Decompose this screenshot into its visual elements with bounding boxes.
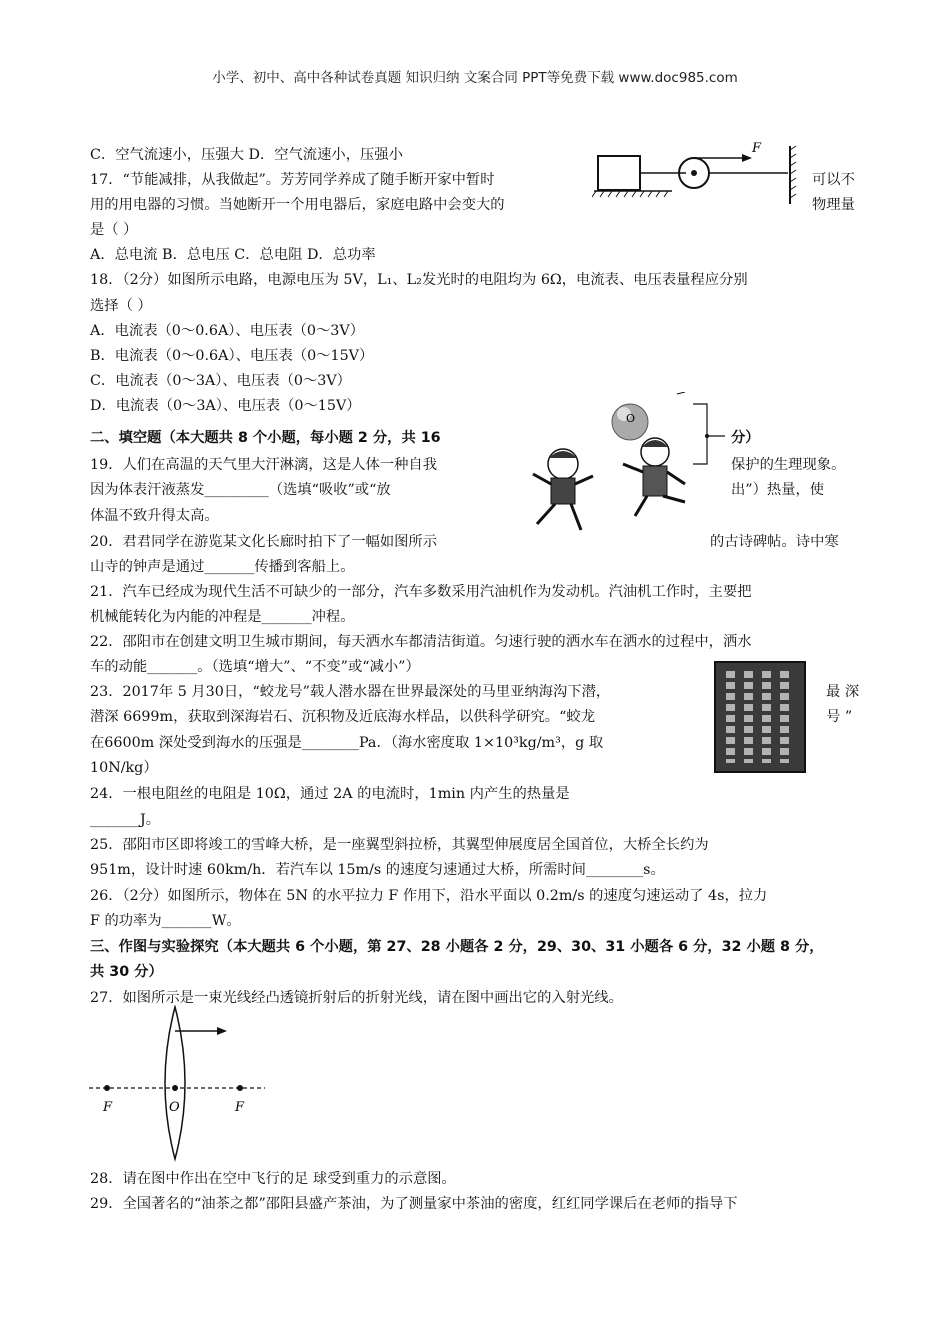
ground-hatch (592, 191, 668, 197)
bracket (693, 404, 707, 464)
convex-lens (165, 1007, 185, 1159)
q26-line2: F 的功率为_______W。 (90, 913, 241, 929)
section3-line2: 共 30 分） (90, 964, 163, 980)
q23-line1: 23．2017年 5 月30日，“蛟龙号”载人潜水器在世界最深处的马里亚纳海沟下潜， (90, 684, 611, 700)
mark (677, 392, 685, 394)
q17-line1-right: 可以不 (812, 172, 855, 188)
force-label: F (752, 141, 762, 156)
force-arrowhead (742, 154, 752, 162)
q19-line2: 因为体表汗液蒸发_________（选填“吸收”或“放 (90, 482, 391, 498)
q25-line2: 951m，设计时速 60km/h．若汽车以 15m/s 的速度匀速通过大桥，所需时间________s。 (90, 862, 665, 878)
focal-label-right: F (235, 1100, 245, 1115)
stele-column (780, 671, 789, 763)
q22-line2: 车的动能_______。（选填“增大”、“不变”或“减小”） (90, 659, 420, 675)
focal-point-left (104, 1085, 110, 1091)
left-kid-body (551, 478, 575, 504)
q18-option-a: A．电流表（0～0.6A）、电压表（0～3V） (90, 323, 365, 339)
q17-line2-right: 物理量 (812, 197, 855, 213)
q16-options: C．空气流速小，压强大 D．空气流速小，压强小 (90, 147, 403, 163)
poem-stele-image (714, 661, 806, 773)
q19-line1: 19．人们在高温的天气里大汗淋漓，这是人体一种自我 (90, 457, 438, 473)
q23-line2: 潜深 6699m，获取到深海岩石、沉积物及近底海水样品，以供科学研究。“蛟龙 (90, 709, 595, 725)
q22-line1: 22．邵阳市在创建文明卫生城市期间，每天洒水车都清洁街道。匀速行驶的洒水车在洒水的过程中，洒水 (90, 634, 752, 650)
q25-line1: 25．邵阳市区即将竣工的雪峰大桥，是一座翼型斜拉桥，其翼型伸展度居全国首位，大桥全长约为 (90, 837, 709, 853)
q27-line1: 27．如图所示是一束光线经凸透镜折射后的折射光线，请在图中画出它的入射光线。 (90, 990, 623, 1006)
block (598, 156, 640, 190)
q18-line1: 18．（2分）如图所示电路，电源电压为 5V，L₁、L₂发光时的电阻均为 6Ω，电流表、电压表量程应分别 (90, 272, 748, 288)
q20-line1: 20．君君同学在游览某文化长廊时拍下了一幅如图所示 (90, 534, 438, 550)
q17-options: A．总电流 B．总电压 C．总电阻 D．总功率 (90, 247, 376, 263)
q19-line3: 体温不致升得太高。 (90, 508, 219, 524)
q17-line3: 是（ ） (90, 222, 138, 238)
stele-column (744, 671, 753, 763)
ray-arrowhead (217, 1027, 227, 1035)
stele-column (762, 671, 771, 763)
page-header: 小学、初中、高中各种试卷真题 知识归纳 文案合同 PPT等免费下载 www.doc985.com (212, 70, 738, 86)
q18-option-d: D．电流表（0～3A）、电压表（0～15V） (90, 398, 361, 414)
q24-line2: _______J。 (90, 812, 161, 828)
q17-line2: 用的用电器的习惯。当她断开一个用电器后，家庭电路中会变大的 (90, 197, 505, 213)
stele-column (726, 671, 735, 763)
q19-line2-right: 出”）热量，使 (731, 482, 825, 498)
q23-line1-right: 最 深 (826, 684, 860, 700)
right-kid-body (643, 466, 667, 496)
center-label: O (169, 1100, 180, 1115)
q21-line1: 21．汽车已经成为现代生活不可缺少的一部分，汽车多数采用汽油机作为发动机。汽油机工作时，主要把 (90, 584, 752, 600)
q29-line1: 29．全国著名的“油茶之都”邵阳县盛产茶油，为了测量家中茶油的密度，红红同学课后在老师的指导下 (90, 1196, 738, 1212)
q18-option-b: B．电流表（0～0.6A）、电压表（0～15V） (90, 348, 374, 364)
section2-title: 二、填空题（本大题共 8 个小题，每小题 2 分，共 16 (90, 430, 441, 446)
convex-lens-figure (85, 1005, 270, 1163)
q23-line3: 在6600m 深处受到海水的压强是________Pa．（海水密度取 1×10³kg/m³，g 取 (90, 735, 604, 751)
section2-title-right: 分） (731, 430, 760, 446)
optical-center (172, 1085, 178, 1091)
focal-label-left: F (103, 1100, 113, 1115)
q20-line1-right: 的古诗碑帖。诗中寒 (710, 534, 839, 550)
q24-line1: 24．一根电阻丝的电阻是 10Ω，通过 2A 的电流时，1min 内产生的热量是 (90, 786, 570, 802)
football-kids-figure (515, 392, 725, 537)
section3-line1: 三、作图与实验探究（本大题共 6 个小题，第 27、28 小题各 2 分，29、30、31 小题各 6 分，32 小题 8 分， (90, 939, 824, 955)
q21-line2: 机械能转化为内能的冲程是_______冲程。 (90, 609, 355, 625)
q23-line4: 10N/kg） (90, 760, 158, 776)
q28-line1: 28．请在图中作出在空中飞行的足 球受到重力的示意图。 (90, 1171, 456, 1187)
q19-line1-right: 保护的生理现象。 (731, 457, 846, 473)
q26-line1: 26．（2分）如图所示，物体在 5N 的水平拉力 F 作用下，沿水平面以 0.2m/s 的速度匀速运动了 4s，拉力 (90, 888, 768, 904)
q18-line2: 选择（ ） (90, 298, 152, 314)
focal-point-right (237, 1085, 243, 1091)
ball-center-label: O (626, 412, 636, 425)
q23-line2-right: 号 ” (826, 709, 853, 725)
q20-line2: 山寺的钟声是通过_______传播到客船上。 (90, 559, 355, 575)
pulley-figure (592, 138, 802, 208)
q17-line1: 17．“节能减排，从我做起”。芳芳同学养成了随手断开家中暂时 (90, 172, 495, 188)
q18-option-c: C．电流表（0～3A）、电压表（0～3V） (90, 373, 351, 389)
pulley-axle (691, 170, 697, 176)
bracket-dot (705, 434, 709, 438)
